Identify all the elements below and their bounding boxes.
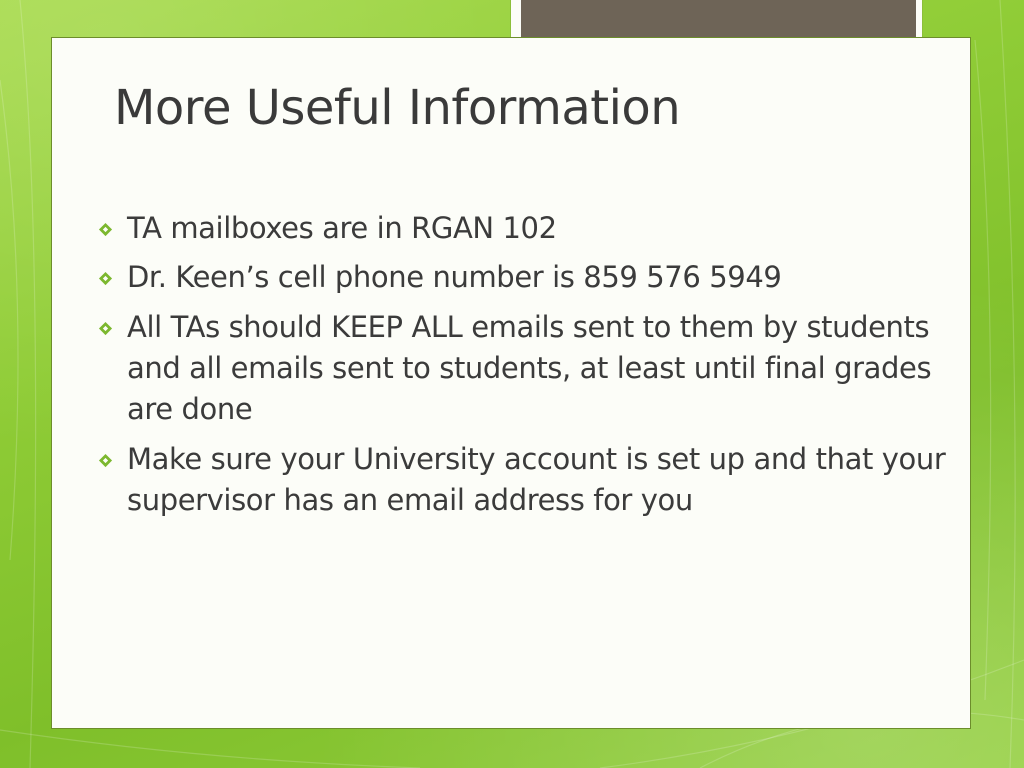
bullet-item <box>96 257 956 298</box>
bullet-item <box>96 208 956 249</box>
slide-title: More Useful Information <box>114 80 681 136</box>
bullet-text: TA mailboxes are in RGAN 102 <box>127 211 557 245</box>
bullet-item <box>96 307 956 430</box>
bullet-list <box>96 208 956 530</box>
hollow-diamond-bullet-icon <box>98 222 113 237</box>
bullet-text: Make sure your University account is set up and that your supervisor has an email address for you <box>127 442 946 517</box>
hollow-diamond-bullet-icon <box>98 321 113 336</box>
hollow-diamond-bullet-icon <box>98 453 113 468</box>
bullet-text: All TAs should KEEP ALL emails sent to them by students and all emails sent to students, at least until final grades are done <box>127 310 932 426</box>
hollow-diamond-bullet-icon <box>98 271 113 286</box>
bullet-item <box>96 439 956 521</box>
bullet-text: Dr. Keen’s cell phone number is 859 576 5949 <box>127 260 782 294</box>
